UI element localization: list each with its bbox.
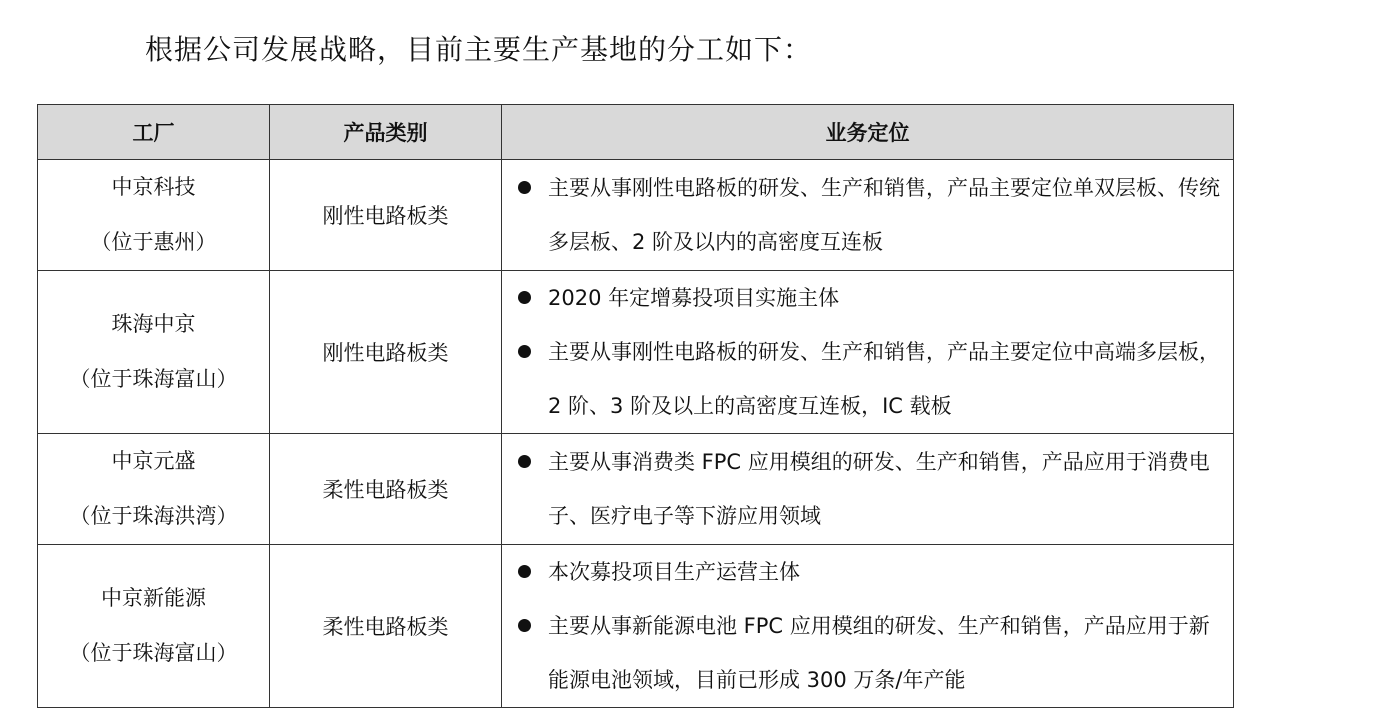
positioning-item: 主要从事刚性电路板的研发、生产和销售，产品主要定位单双层板、传统多层板、2 阶及以内的高密度互连板 (514, 161, 1223, 269)
production-base-table (37, 104, 1234, 708)
factory-cell (38, 271, 270, 434)
factory-location: （位于珠海洪湾） (69, 504, 238, 528)
header-positioning: 业务定位 (502, 105, 1234, 160)
category-cell: 柔性电路板类 (270, 545, 502, 708)
table-row (38, 160, 1234, 271)
positioning-item: 主要从事消费类 FPC 应用模组的研发、生产和销售，产品应用于消费电子、医疗电子等下游应用领域 (514, 435, 1223, 543)
factory-location: （位于珠海富山） (69, 367, 238, 391)
category-cell: 柔性电路板类 (270, 434, 502, 545)
positioning-item: 本次募投项目生产运营主体 (514, 545, 1223, 599)
factory-cell (38, 434, 270, 545)
positioning-item: 2020 年定增募投项目实施主体 (514, 271, 1223, 325)
table-row (38, 545, 1234, 708)
positioning-cell (502, 545, 1234, 708)
table-row (38, 271, 1234, 434)
positioning-list (502, 271, 1233, 433)
positioning-list (502, 161, 1233, 269)
factory-name: 珠海中京 (111, 312, 196, 336)
factory-cell (38, 160, 270, 271)
header-category: 产品类别 (270, 105, 502, 160)
positioning-list (502, 545, 1233, 707)
factory-name: 中京科技 (111, 175, 196, 199)
positioning-item: 主要从事刚性电路板的研发、生产和销售，产品主要定位中高端多层板， 2 阶、3 阶及以上的高密度互连板，IC 载板 (514, 325, 1223, 433)
category-cell: 刚性电路板类 (270, 160, 502, 271)
category-cell: 刚性电路板类 (270, 271, 502, 434)
intro-paragraph: 根据公司发展战略，目前主要生产基地的分工如下： (145, 33, 813, 66)
table-row (38, 434, 1234, 545)
factory-location: （位于惠州） (90, 230, 217, 254)
header-factory: 工厂 (38, 105, 270, 160)
factory-name: 中京元盛 (111, 449, 196, 473)
factory-cell (38, 545, 270, 708)
table-header-row (38, 105, 1234, 160)
positioning-cell (502, 271, 1234, 434)
positioning-cell (502, 434, 1234, 545)
positioning-item: 主要从事新能源电池 FPC 应用模组的研发、生产和销售，产品应用于新能源电池领域，目前已形成 300 万条/年产能 (514, 599, 1223, 707)
positioning-list (502, 435, 1233, 543)
factory-name: 中京新能源 (101, 586, 206, 610)
positioning-cell (502, 160, 1234, 271)
factory-location: （位于珠海富山） (69, 641, 238, 665)
